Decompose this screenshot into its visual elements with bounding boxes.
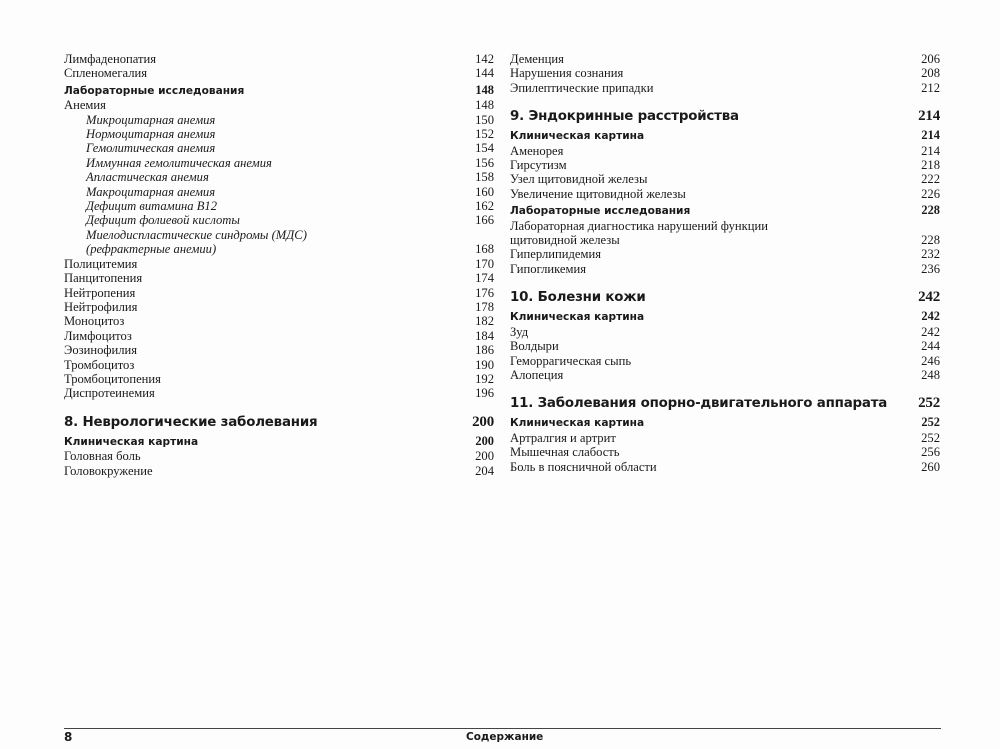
toc-item-row bbox=[64, 257, 494, 271]
toc-entry-page: 184 bbox=[475, 328, 494, 343]
toc-entry-page: 148 bbox=[475, 82, 494, 97]
toc-entry-title: Мышечная слабость bbox=[510, 445, 620, 460]
toc-item-row bbox=[64, 286, 494, 300]
toc-sub-row bbox=[64, 213, 494, 227]
toc-entry-page: 242 bbox=[918, 289, 940, 306]
toc-entry-title: Деменция bbox=[510, 52, 564, 66]
toc-item-row bbox=[64, 386, 494, 400]
toc-entry-page: 166 bbox=[475, 213, 494, 228]
toc-item-row bbox=[510, 339, 940, 353]
toc-item-row bbox=[510, 187, 940, 201]
toc-chapter-row bbox=[64, 413, 494, 432]
toc-item-row bbox=[510, 262, 940, 276]
toc-entry-page: 160 bbox=[475, 184, 494, 199]
toc-head-row bbox=[510, 128, 940, 143]
toc-entry-title: 9. Эндокринные расстройства bbox=[510, 109, 739, 125]
toc-entry-page: 228 bbox=[921, 203, 940, 218]
toc-entry-title: Иммунная гемолитическая анемия bbox=[86, 155, 272, 170]
toc-entry-title: Микроцитарная анемия bbox=[86, 112, 216, 127]
toc-entry-title: 8. Неврологические заболевания bbox=[64, 414, 318, 430]
toc-entry-title: Дефицит витамина B12 bbox=[86, 199, 217, 214]
toc-entry-page: 142 bbox=[475, 52, 494, 66]
toc-item-row bbox=[64, 300, 494, 314]
toc-chapter-row bbox=[510, 288, 940, 307]
toc-entry-title: Лабораторные исследования bbox=[510, 205, 691, 218]
toc-sub-row bbox=[64, 170, 494, 184]
toc-entry-title: Увеличение щитовидной железы bbox=[510, 186, 686, 201]
toc-entry-title: Эпилептические припадки bbox=[510, 80, 654, 95]
toc-entry-title: Нейтрофилия bbox=[64, 299, 138, 314]
toc-sub-row bbox=[64, 228, 494, 242]
toc-item-row bbox=[64, 66, 494, 80]
toc-entry-page: 178 bbox=[475, 299, 494, 314]
toc-entry-title: Артралгия и артрит bbox=[510, 430, 616, 445]
toc-item-row bbox=[510, 247, 940, 261]
toc-entry-title: Миелодиспластические синдромы (МДС) bbox=[86, 227, 307, 242]
toc-entry-title: Лимфоцитоз bbox=[64, 328, 132, 343]
toc-entry-page: 152 bbox=[475, 127, 494, 142]
toc-item-row bbox=[64, 372, 494, 386]
toc-entry-title: Нейтропения bbox=[64, 285, 136, 300]
toc-item-row bbox=[64, 98, 494, 112]
toc-cont-row bbox=[510, 233, 940, 247]
toc-entry-page: 182 bbox=[475, 314, 494, 329]
toc-sub-row bbox=[64, 185, 494, 199]
toc-entry-title: Анемия bbox=[64, 98, 106, 113]
toc-entry-page: 214 bbox=[921, 143, 940, 158]
toc-head-row bbox=[510, 415, 940, 430]
toc-entry-page: 236 bbox=[921, 261, 940, 276]
toc-chapter-row bbox=[510, 394, 940, 413]
toc-entry-title: Гемолитическая анемия bbox=[86, 141, 216, 156]
toc-entry-page: 148 bbox=[475, 98, 494, 113]
toc-entry-page: 242 bbox=[921, 324, 940, 339]
toc-left-column bbox=[64, 52, 494, 478]
toc-entry-page: 156 bbox=[475, 155, 494, 170]
toc-item-row bbox=[510, 354, 940, 368]
toc-item-row bbox=[510, 158, 940, 172]
toc-entry-title: Моноцитоз bbox=[64, 314, 125, 329]
toc-entry-page: 174 bbox=[475, 271, 494, 286]
toc-entry-title: Спленомегалия bbox=[64, 66, 148, 81]
toc-entry-page: 186 bbox=[475, 343, 494, 358]
toc-item-row bbox=[64, 464, 494, 478]
toc-entry-page: 260 bbox=[921, 459, 940, 474]
toc-entry-title: Аменорея bbox=[510, 143, 564, 158]
toc-entry-page: 168 bbox=[475, 242, 494, 257]
toc-entry-page: 244 bbox=[921, 339, 940, 354]
toc-entry-title: Боль в поясничной области bbox=[510, 459, 657, 474]
toc-entry-title: Геморрагическая сыпь bbox=[510, 353, 632, 368]
toc-entry-page: 252 bbox=[921, 415, 940, 430]
toc-entry-title: Узел щитовидной железы bbox=[510, 172, 648, 187]
toc-entry-page: 242 bbox=[921, 309, 940, 324]
toc-item-row bbox=[510, 52, 940, 66]
toc-entry-title: 10. Болезни кожи bbox=[510, 290, 646, 306]
toc-entry-page: 208 bbox=[921, 66, 940, 81]
toc-entry-title: Лимфаденопатия bbox=[64, 52, 157, 66]
toc-entry-page: 200 bbox=[475, 449, 494, 464]
toc-entry-title: Лабораторные исследования bbox=[64, 84, 245, 97]
toc-entry-title: Тромбоцитопения bbox=[64, 371, 161, 386]
toc-item-row bbox=[510, 66, 940, 80]
toc-item-row bbox=[510, 219, 940, 233]
toc-entry-page: 144 bbox=[475, 66, 494, 81]
toc-entry-title: Клиническая картина bbox=[510, 417, 645, 430]
toc-entry-page: 190 bbox=[475, 357, 494, 372]
toc-right-column bbox=[510, 52, 940, 474]
toc-entry-page: 150 bbox=[475, 112, 494, 127]
toc-item-row bbox=[64, 271, 494, 285]
toc-entry-title: Гипогликемия bbox=[510, 261, 587, 276]
toc-entry-title: Гиперлипидемия bbox=[510, 247, 602, 262]
toc-entry-title: Диспротеинемия bbox=[64, 386, 155, 401]
running-title: Содержание bbox=[466, 731, 544, 743]
toc-entry-title: Лабораторная диагностика нарушений функции bbox=[510, 218, 768, 233]
toc-entry-page: 196 bbox=[475, 386, 494, 401]
toc-entry-page: 252 bbox=[918, 395, 940, 412]
toc-item-row bbox=[510, 368, 940, 382]
page-number: 8 bbox=[64, 730, 73, 744]
toc-entry-title: щитовидной железы bbox=[510, 233, 620, 248]
toc-sub-row bbox=[64, 113, 494, 127]
toc-sub-row bbox=[64, 156, 494, 170]
toc-entry-page: 248 bbox=[921, 367, 940, 382]
toc-entry-page: 222 bbox=[921, 172, 940, 187]
toc-head-row bbox=[64, 83, 494, 98]
toc-head-row bbox=[64, 434, 494, 449]
toc-entry-page: 218 bbox=[921, 158, 940, 173]
toc-item-row bbox=[64, 314, 494, 328]
footer-rule bbox=[64, 728, 941, 729]
toc-entry-title: Алопеция bbox=[510, 367, 564, 382]
toc-entry-page: 200 bbox=[472, 413, 494, 430]
toc-entry-title: Полицитемия bbox=[64, 256, 138, 271]
toc-entry-title: Тромбоцитоз bbox=[64, 357, 135, 372]
toc-entry-title: (рефрактерные анемии) bbox=[86, 242, 217, 257]
toc-entry-page: 246 bbox=[921, 353, 940, 368]
toc-head-row bbox=[510, 203, 940, 218]
toc-entry-page: 256 bbox=[921, 445, 940, 460]
toc-chapter-row bbox=[510, 107, 940, 126]
toc-entry-page: 214 bbox=[918, 108, 940, 125]
toc-entry-page: 214 bbox=[921, 128, 940, 143]
toc-entry-title: Нарушения сознания bbox=[510, 66, 624, 81]
toc-entry-page: 176 bbox=[475, 285, 494, 300]
toc-entry-title: Клиническая картина bbox=[510, 311, 645, 324]
toc-entry-title: Головная боль bbox=[64, 449, 141, 464]
toc-sub-row bbox=[64, 141, 494, 155]
toc-item-row bbox=[510, 431, 940, 445]
toc-entry-title: Клиническая картина bbox=[510, 130, 645, 143]
toc-entry-page: 228 bbox=[921, 233, 940, 248]
toc-item-row bbox=[510, 172, 940, 186]
toc-item-row bbox=[64, 449, 494, 463]
toc-entry-title: Клиническая картина bbox=[64, 435, 199, 448]
toc-entry-title: Эозинофилия bbox=[64, 343, 138, 358]
toc-item-row bbox=[510, 460, 940, 474]
toc-entry-title: Головокружение bbox=[64, 463, 153, 478]
toc-entry-title: Гирсутизм bbox=[510, 158, 567, 173]
toc-sub-row bbox=[64, 127, 494, 141]
toc-item-row bbox=[64, 343, 494, 357]
toc-entry-title: Зуд bbox=[510, 324, 529, 339]
toc-entry-page: 212 bbox=[921, 80, 940, 95]
toc-entry-title: 11. Заболевания опорно-двигательного аппарата bbox=[510, 396, 888, 412]
toc-item-row bbox=[510, 144, 940, 158]
toc-head-row bbox=[510, 309, 940, 324]
toc-entry-title: Макроцитарная анемия bbox=[86, 184, 216, 199]
toc-item-row bbox=[64, 52, 494, 66]
toc-entry-page: 158 bbox=[475, 170, 494, 185]
toc-entry-title: Волдыри bbox=[510, 339, 559, 354]
toc-entry-page: 162 bbox=[475, 199, 494, 214]
toc-entry-title: Апластическая анемия bbox=[86, 170, 209, 185]
toc-entry-page: 200 bbox=[475, 433, 494, 448]
toc-entry-page: 252 bbox=[921, 430, 940, 445]
toc-item-row bbox=[64, 358, 494, 372]
toc-entry-page: 170 bbox=[475, 256, 494, 271]
toc-item-row bbox=[510, 445, 940, 459]
toc-entry-page: 192 bbox=[475, 371, 494, 386]
toc-entry-page: 232 bbox=[921, 247, 940, 262]
toc-item-row bbox=[510, 81, 940, 95]
toc-entry-title: Нормоцитарная анемия bbox=[86, 127, 216, 142]
toc-item-row bbox=[64, 329, 494, 343]
toc-entry-page: 226 bbox=[921, 186, 940, 201]
toc-item-row bbox=[510, 325, 940, 339]
toc-entry-page: 204 bbox=[475, 463, 494, 478]
toc-entry-page: 154 bbox=[475, 141, 494, 156]
toc-sub-row bbox=[64, 199, 494, 213]
toc-entry-title: Дефицит фолиевой кислоты bbox=[86, 213, 240, 228]
toc-entry-title: Панцитопения bbox=[64, 271, 143, 286]
toc-sub-row bbox=[64, 242, 494, 256]
toc-entry-page: 206 bbox=[921, 52, 940, 66]
